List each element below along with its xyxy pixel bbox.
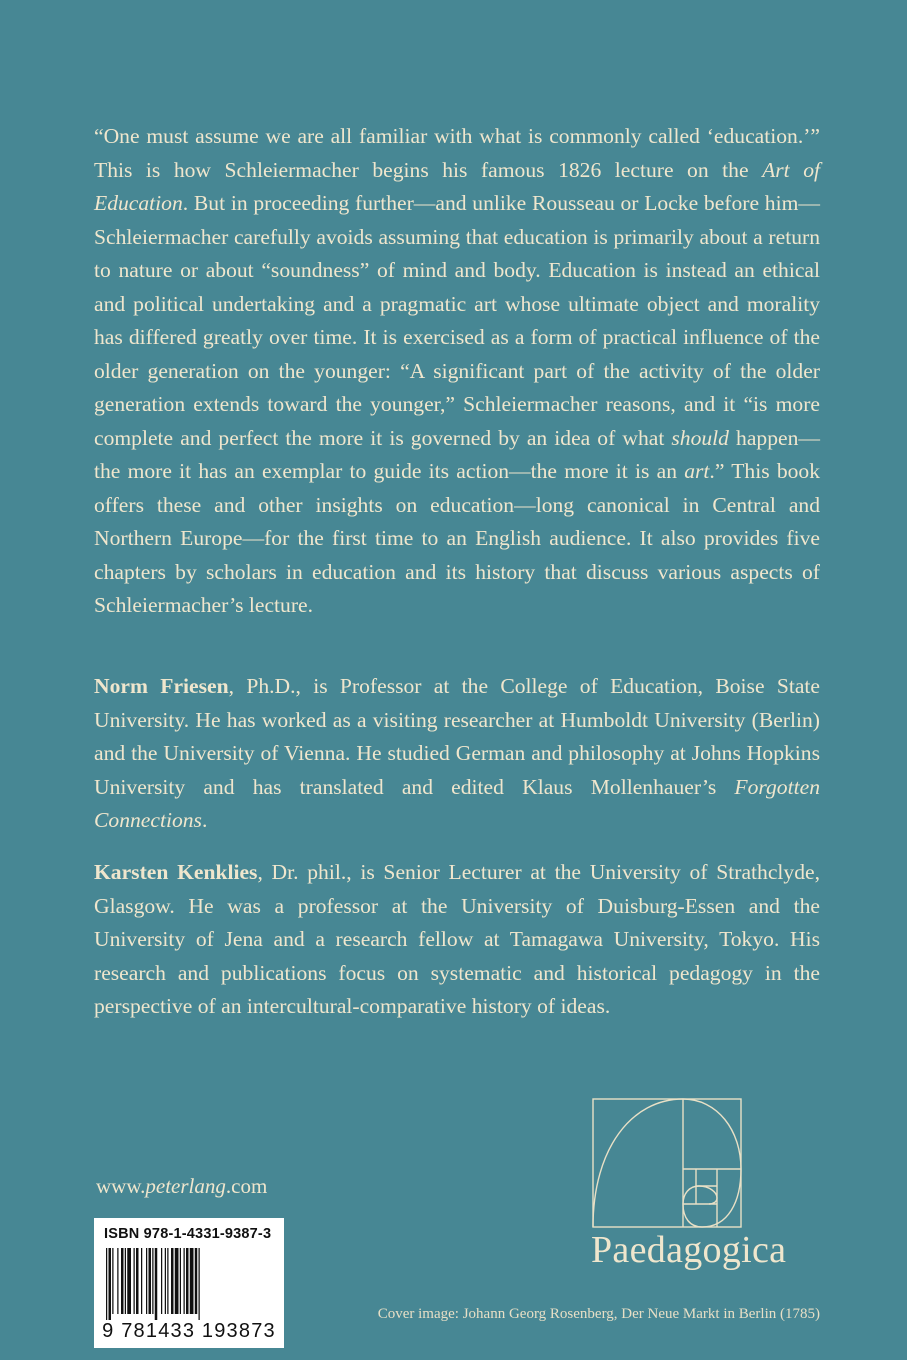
isbn-label: ISBN 978-1-4331-9387-3 <box>104 1226 272 1242</box>
bio-text: , Dr. phil., is Senior Lecturer at the University of Strathclyde, Glasgow. He was a professor at the University of Duisburg-Essen and the University of Jena and a research fellow at Tamagawa University, Tokyo. His research and publications focus on systematic and historical pedagogy in the perspective of an intercultural-comparative history of ideas. <box>94 860 820 1018</box>
barcode-bar <box>175 1248 179 1314</box>
barcode-bar <box>184 1248 185 1314</box>
book-title: Art of Education <box>94 157 820 215</box>
barcode-bar <box>180 1248 181 1314</box>
barcode-bar <box>165 1248 166 1314</box>
url-brand: peterlang <box>145 1174 226 1198</box>
blurb-text: . But in proceeding further—and unlike Rousseau or Locke before him—Schleiermacher carefully avoids assuming that education is primarily about a return to nature or about “soundness” of mind and body. Education is instead an ethical and political undertaking and a pragmatic art whose ultimate object and morality has differed greatly over time. It is exercised as a form of practical influence of the older generation on the younger: “A significant part of the activity of the older generation extends toward the younger,” Schleiermacher reasons, and it “is more complete and perfect the more it is governed by an idea of what <box>94 191 820 450</box>
barcode-bar <box>106 1248 107 1320</box>
barcode-bar <box>146 1248 147 1314</box>
barcode-bar <box>167 1248 168 1314</box>
isbn-barcode <box>94 1218 284 1348</box>
barcode-bar <box>141 1248 142 1314</box>
barcode-bar <box>117 1248 118 1314</box>
barcode-digits: 9 781433 193873 <box>102 1320 276 1342</box>
author-name: Karsten Kenklies <box>94 860 258 884</box>
emphasis-art: art <box>684 459 710 483</box>
blurb-text: happen—the more it has an exemplar to guide its action—the more it is an <box>94 425 820 483</box>
barcode-bar <box>186 1248 189 1314</box>
bio-text: , Ph.D., is Professor at the College of Education, Boise State University. He has worked as a visiting researcher at Humboldt University (Berlin) and the University of Vienna. He studied German and philosophy at Johns Hopkins University and has translated and edited Klaus Mollenhauer’s <box>94 674 821 799</box>
barcode-bar <box>109 1248 112 1320</box>
barcode-bar <box>127 1248 131 1314</box>
barcode-bar <box>136 1248 139 1314</box>
golden-spiral-icon <box>592 1098 742 1228</box>
barcode-bar <box>155 1248 158 1320</box>
barcode-bar <box>112 1248 113 1314</box>
barcode-bar <box>125 1248 126 1314</box>
url-suffix: .com <box>225 1174 268 1198</box>
blurb-text: “One must assume we are all familiar with what is commonly called ‘education.’” This is how Schleiermacher begins his famous 1826 lecture on the <box>94 124 820 182</box>
author-name: Norm Friesen <box>94 674 229 698</box>
author-bio-friesen <box>94 670 820 838</box>
url-prefix: www. <box>96 1174 146 1198</box>
barcode-bar <box>190 1248 194 1314</box>
barcode-bar <box>199 1248 200 1320</box>
bio-end: . <box>201 808 208 832</box>
blurb-text: .” This book offers these and other insights on education—long canonical in Central and Northern Europe—for the first time to an English audience. It also provides five chapters by scholars in education and its history that discuss various aspects of Schleiermacher’s lecture. <box>94 459 821 617</box>
barcode-bar <box>161 1248 162 1314</box>
barcode-bar <box>134 1248 135 1314</box>
barcode-bar <box>121 1248 124 1314</box>
barcode-bar <box>149 1248 152 1314</box>
blurb-paragraph <box>94 120 820 623</box>
barcode-bar <box>195 1248 198 1314</box>
author-bio-kenklies <box>94 856 820 1024</box>
book-title: Forgotten Connections <box>94 774 820 832</box>
cover-image-credit: Cover image: Johann Georg Rosenberg, Der Neue Markt in Berlin (1785) <box>377 1306 820 1322</box>
barcode-bars <box>106 1248 272 1320</box>
publisher-url[interactable] <box>96 1174 267 1199</box>
barcode-bar <box>152 1248 153 1314</box>
barcode-bar <box>171 1248 174 1314</box>
series-title: Paedagogica <box>591 1229 787 1271</box>
emphasis-should: should <box>671 425 729 450</box>
